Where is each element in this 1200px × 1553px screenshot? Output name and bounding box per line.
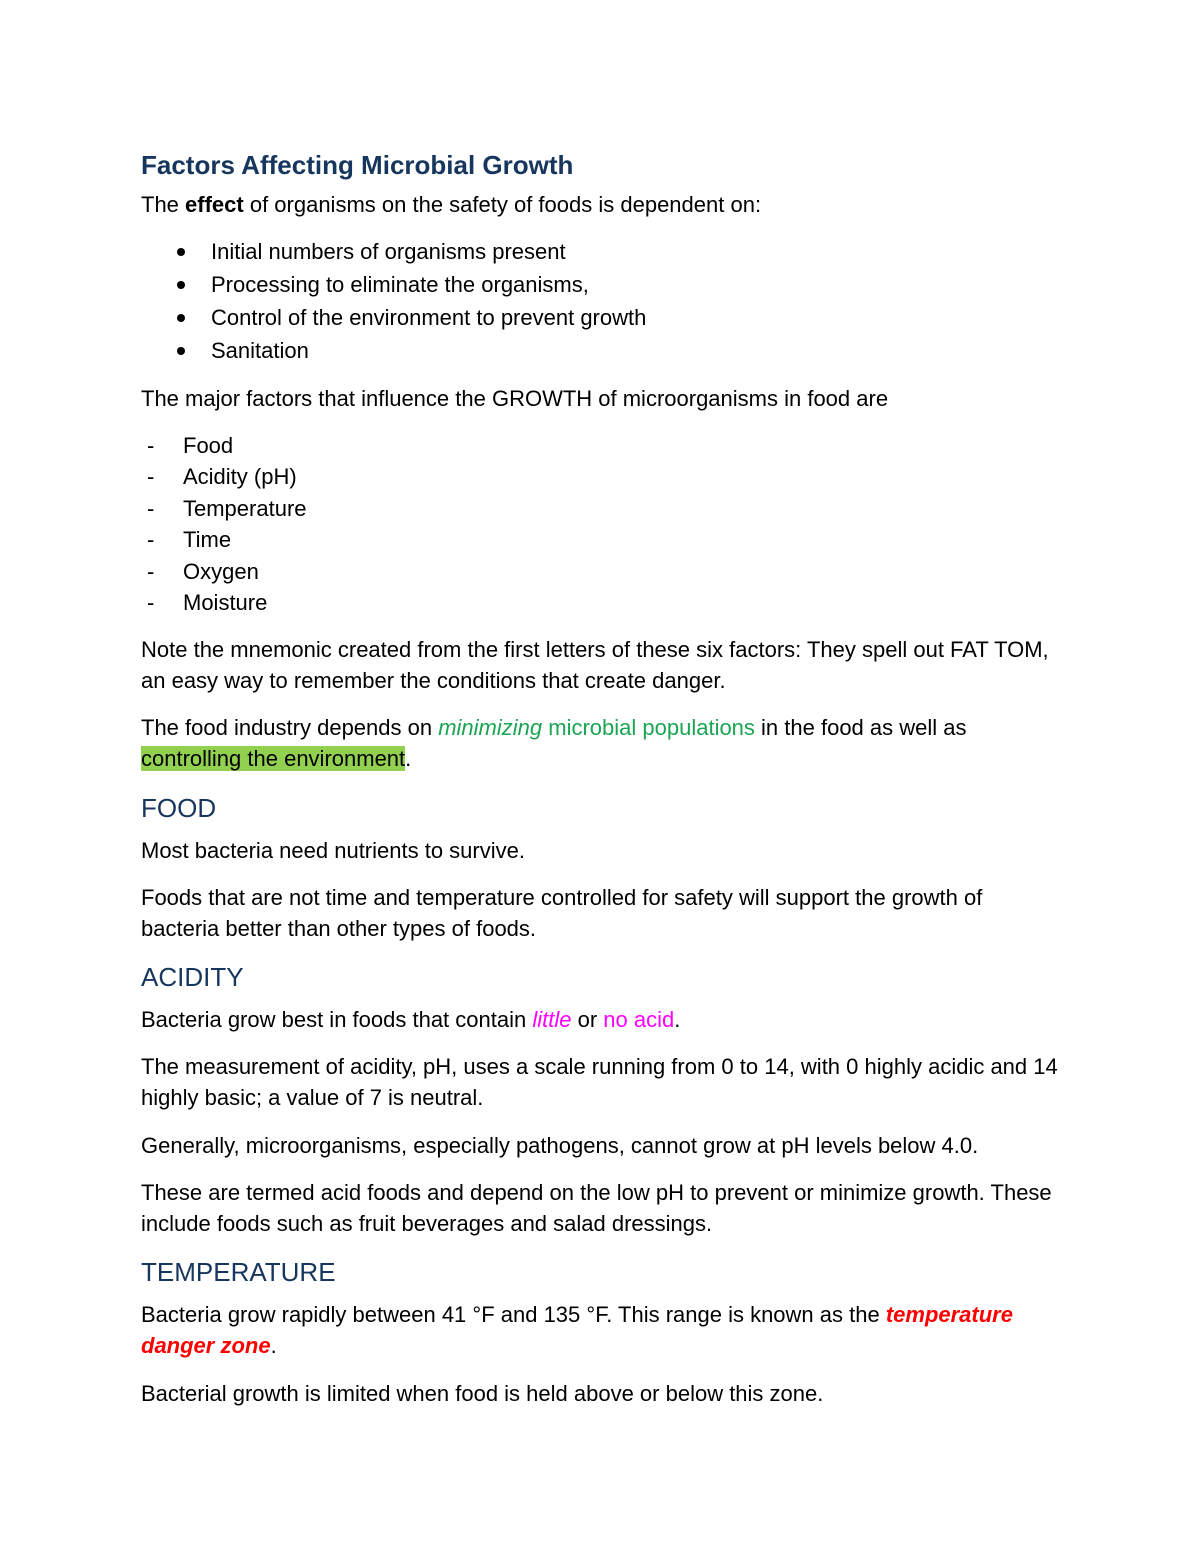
list-item: - Time <box>141 524 307 555</box>
intro-bold-word: effect <box>185 192 244 217</box>
mnemonic-paragraph: Note the mnemonic created from the first letters of these six factors: They spell out FAT TOM, an easy way to remember the conditions that create danger. <box>141 637 1049 693</box>
list-item: - Food <box>141 430 307 461</box>
danger-zone-text: temperature danger zone <box>141 1302 1013 1358</box>
acidity-paragraph-4: These are termed acid foods and depend on the low pH to prevent or minimize growth. These include foods such as fruit beverages and salad dressings. <box>141 1180 1052 1236</box>
list-item: - Moisture <box>141 587 307 618</box>
food-heading: FOOD <box>141 793 217 823</box>
dash-icon: - <box>147 527 155 553</box>
dash-icon: - <box>147 433 155 458</box>
microbial-populations-text: microbial populations <box>542 715 755 740</box>
list-item: - Temperature <box>141 493 307 524</box>
list-item: - Oxygen <box>141 556 307 587</box>
temperature-heading: TEMPERATURE <box>141 1257 336 1287</box>
bullet-icon <box>177 314 185 322</box>
list-item: Processing to eliminate the organisms, <box>141 268 646 301</box>
list-item: Sanitation <box>141 334 646 367</box>
highlighted-text: controlling the environment <box>141 746 406 771</box>
page-title: Factors Affecting Microbial Growth <box>141 150 574 180</box>
little-text: little <box>532 1007 572 1032</box>
intro-paragraph <box>141 189 1061 220</box>
bullet-icon <box>177 347 185 355</box>
temperature-paragraph-2: Bacterial growth is limited when food is held above or below this zone. <box>141 1381 824 1406</box>
intro-text-post: of organisms on the safety of foods is dependent on: <box>243 192 762 217</box>
no-acid-text: no acid <box>603 1007 675 1032</box>
bullet-icon <box>177 281 185 289</box>
temperature-paragraph-1: Bacteria grow rapidly between 41 °F and 135 °F. This range is known as the temperature danger zone. <box>141 1302 1013 1358</box>
dash-icon: - <box>147 590 155 616</box>
list-item: Initial numbers of organisms present <box>141 235 646 268</box>
dash-icon: - <box>147 464 155 490</box>
industry-paragraph: The food industry depends on minimizing microbial populations in the food as well as controlling the environment. <box>141 715 967 771</box>
food-paragraph-2: Foods that are not time and temperature controlled for safety will support the growth of bacteria better than other types of foods. <box>141 885 983 941</box>
minimizing-text: minimizing <box>438 715 543 740</box>
acidity-paragraph-3: Generally, microorganisms, especially pathogens, cannot grow at pH levels below 4.0. <box>141 1133 979 1158</box>
dash-icon: - <box>147 495 155 521</box>
food-paragraph-1: Most bacteria need nutrients to survive. <box>141 838 525 863</box>
dash-icon: - <box>147 558 155 584</box>
bullet-icon <box>177 248 185 256</box>
list-item: Control of the environment to prevent growth <box>141 301 646 334</box>
factors-intro: The major factors that influence the GROWTH of microorganisms in food are <box>141 386 889 411</box>
bullet-list <box>141 235 646 367</box>
acidity-paragraph-2: The measurement of acidity, pH, uses a scale running from 0 to 14, with 0 highly acidic and 14 highly basic; a value of 7 is neutral. <box>141 1054 1058 1110</box>
acidity-heading: ACIDITY <box>141 962 244 992</box>
list-item: - Acidity (pH) <box>141 461 307 492</box>
factors-list <box>141 430 307 618</box>
intro-text-pre: The <box>141 192 186 217</box>
acidity-paragraph-1: Bacteria grow best in foods that contain little or no acid. <box>141 1007 681 1032</box>
